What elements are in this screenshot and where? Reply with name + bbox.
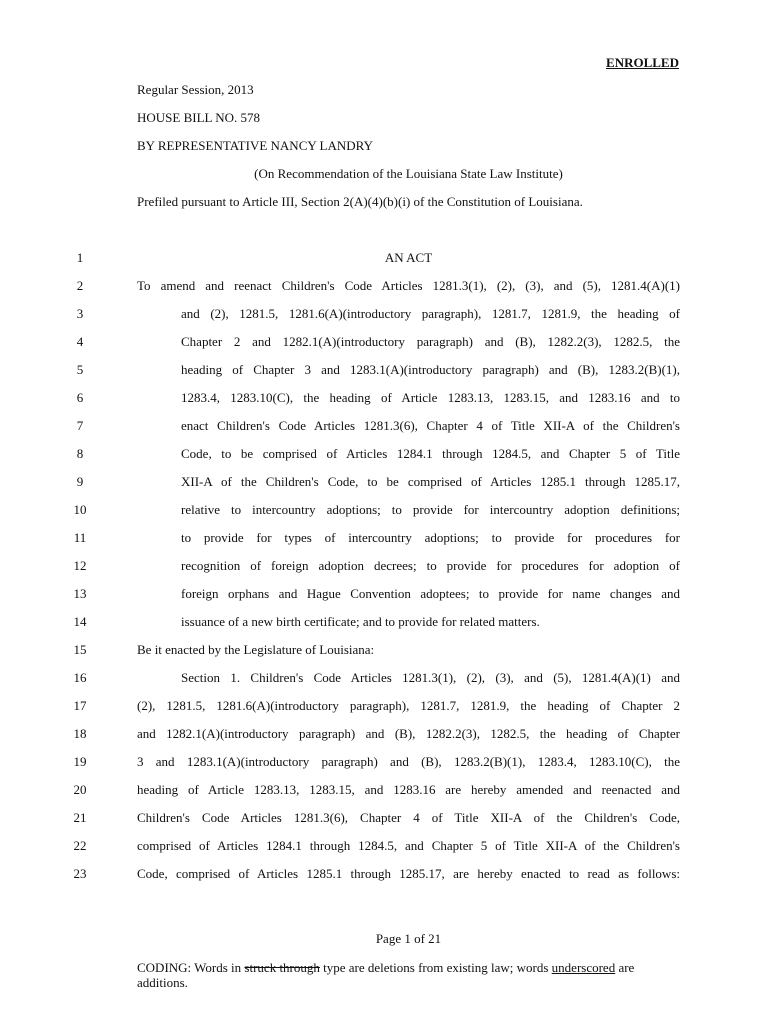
text-line: relative to intercountry adoptions; to provide for intercountry adoption definitions; bbox=[181, 502, 680, 517]
line-number: 11 bbox=[73, 530, 87, 545]
line-number: 21 bbox=[73, 810, 87, 825]
text-line: comprised of Articles 1284.1 through 1284.5, and Chapter 5 of Title XII-A of the Children's bbox=[137, 838, 680, 853]
line-number: 1 bbox=[76, 250, 84, 265]
text-line: and 1282.1(A)(introductory paragraph) and (B), 1282.2(3), 1282.5, the heading of Chapter bbox=[137, 726, 680, 741]
act-title: AN ACT bbox=[384, 250, 433, 265]
page-number: Page 1 of 21 bbox=[375, 931, 442, 946]
line-number: 10 bbox=[73, 502, 87, 517]
line-number: 9 bbox=[76, 474, 84, 489]
text-line: Code, comprised of Articles 1285.1 through 1285.17, are hereby enacted to read as follows: bbox=[137, 866, 680, 881]
coding-suffix: are additions. bbox=[137, 960, 635, 990]
text-line: 3 and 1283.1(A)(introductory paragraph) and (B), 1283.2(B)(1), 1283.4, 1283.10(C), the bbox=[137, 754, 680, 769]
bill-number: HOUSE BILL NO. 578 bbox=[137, 110, 261, 125]
enacting-clause: Be it enacted by the Legislature of Louisiana: bbox=[137, 642, 375, 657]
coding-prefix: CODING: Words in bbox=[137, 960, 245, 975]
coding-struck: struck through bbox=[244, 960, 320, 975]
line-number: 3 bbox=[76, 306, 84, 321]
text-line: issuance of a new birth certificate; and to provide for related matters. bbox=[181, 614, 540, 629]
line-number: 20 bbox=[73, 782, 87, 797]
text-line: Children's Code Articles 1281.3(6), Chapter 4 of Title XII-A of the Children's Code, bbox=[137, 810, 680, 825]
line-number: 12 bbox=[73, 558, 87, 573]
prefiled-note: Prefiled pursuant to Article III, Section 2(A)(4)(b)(i) of the Constitution of Louisiana. bbox=[137, 194, 583, 209]
coding-note bbox=[137, 960, 680, 990]
text-line: (2), 1281.5, 1281.6(A)(introductory paragraph), 1281.7, 1281.9, the heading of Chapter 2 bbox=[137, 698, 680, 713]
line-number: 5 bbox=[76, 362, 84, 377]
line-number: 18 bbox=[73, 726, 87, 741]
line-number: 17 bbox=[73, 698, 87, 713]
text-line: enact Children's Code Articles 1281.3(6), Chapter 4 of Title XII-A of the Children's bbox=[181, 418, 680, 433]
line-number: 2 bbox=[76, 278, 84, 293]
text-line: 1283.4, 1283.10(C), the heading of Article 1283.13, 1283.15, and 1283.16 and to bbox=[181, 390, 680, 405]
text-line: XII-A of the Children's Code, to be comprised of Articles 1285.1 through 1285.17, bbox=[181, 474, 680, 489]
text-line: Code, to be comprised of Articles 1284.1 through 1284.5, and Chapter 5 of Title bbox=[181, 446, 680, 461]
text-line: Section 1. Children's Code Articles 1281.3(1), (2), (3), and (5), 1281.4(A)(1) and bbox=[181, 670, 680, 685]
text-line: foreign orphans and Hague Convention adoptees; to provide for name changes and bbox=[181, 586, 680, 601]
text-line: Chapter 2 and 1282.1(A)(introductory paragraph) and (B), 1282.2(3), 1282.5, the bbox=[181, 334, 680, 349]
line-number: 22 bbox=[73, 838, 87, 853]
text-line: to provide for types of intercountry adoptions; to provide for procedures for bbox=[181, 530, 680, 545]
line-number: 14 bbox=[73, 614, 87, 629]
recommendation: (On Recommendation of the Louisiana State Law Institute) bbox=[254, 166, 563, 181]
text-line: and (2), 1281.5, 1281.6(A)(introductory paragraph), 1281.7, 1281.9, the heading of bbox=[181, 306, 680, 321]
coding-underscored: underscored bbox=[551, 960, 616, 975]
author: BY REPRESENTATIVE NANCY LANDRY bbox=[137, 138, 373, 153]
line-number: 6 bbox=[76, 390, 84, 405]
line-number: 13 bbox=[73, 586, 87, 601]
line-number: 23 bbox=[73, 866, 87, 881]
session: Regular Session, 2013 bbox=[137, 82, 254, 97]
text-line: recognition of foreign adoption decrees; to provide for procedures for adoption of bbox=[181, 558, 680, 573]
line-number: 4 bbox=[76, 334, 84, 349]
line-number: 15 bbox=[73, 642, 87, 657]
line-number: 16 bbox=[73, 670, 87, 685]
text-line: heading of Article 1283.13, 1283.15, and 1283.16 are hereby amended and reenacted and bbox=[137, 782, 680, 797]
line-number: 8 bbox=[76, 446, 84, 461]
text-line: To amend and reenact Children's Code Articles 1281.3(1), (2), (3), and (5), 1281.4(A)(1) bbox=[137, 278, 680, 293]
coding-middle: type are deletions from existing law; words bbox=[319, 960, 552, 975]
line-number: 19 bbox=[73, 754, 87, 769]
line-number: 7 bbox=[76, 418, 84, 433]
text-line: heading of Chapter 3 and 1283.1(A)(introductory paragraph) and (B), 1283.2(B)(1), bbox=[181, 362, 680, 377]
enrolled-label: ENROLLED bbox=[606, 55, 679, 70]
